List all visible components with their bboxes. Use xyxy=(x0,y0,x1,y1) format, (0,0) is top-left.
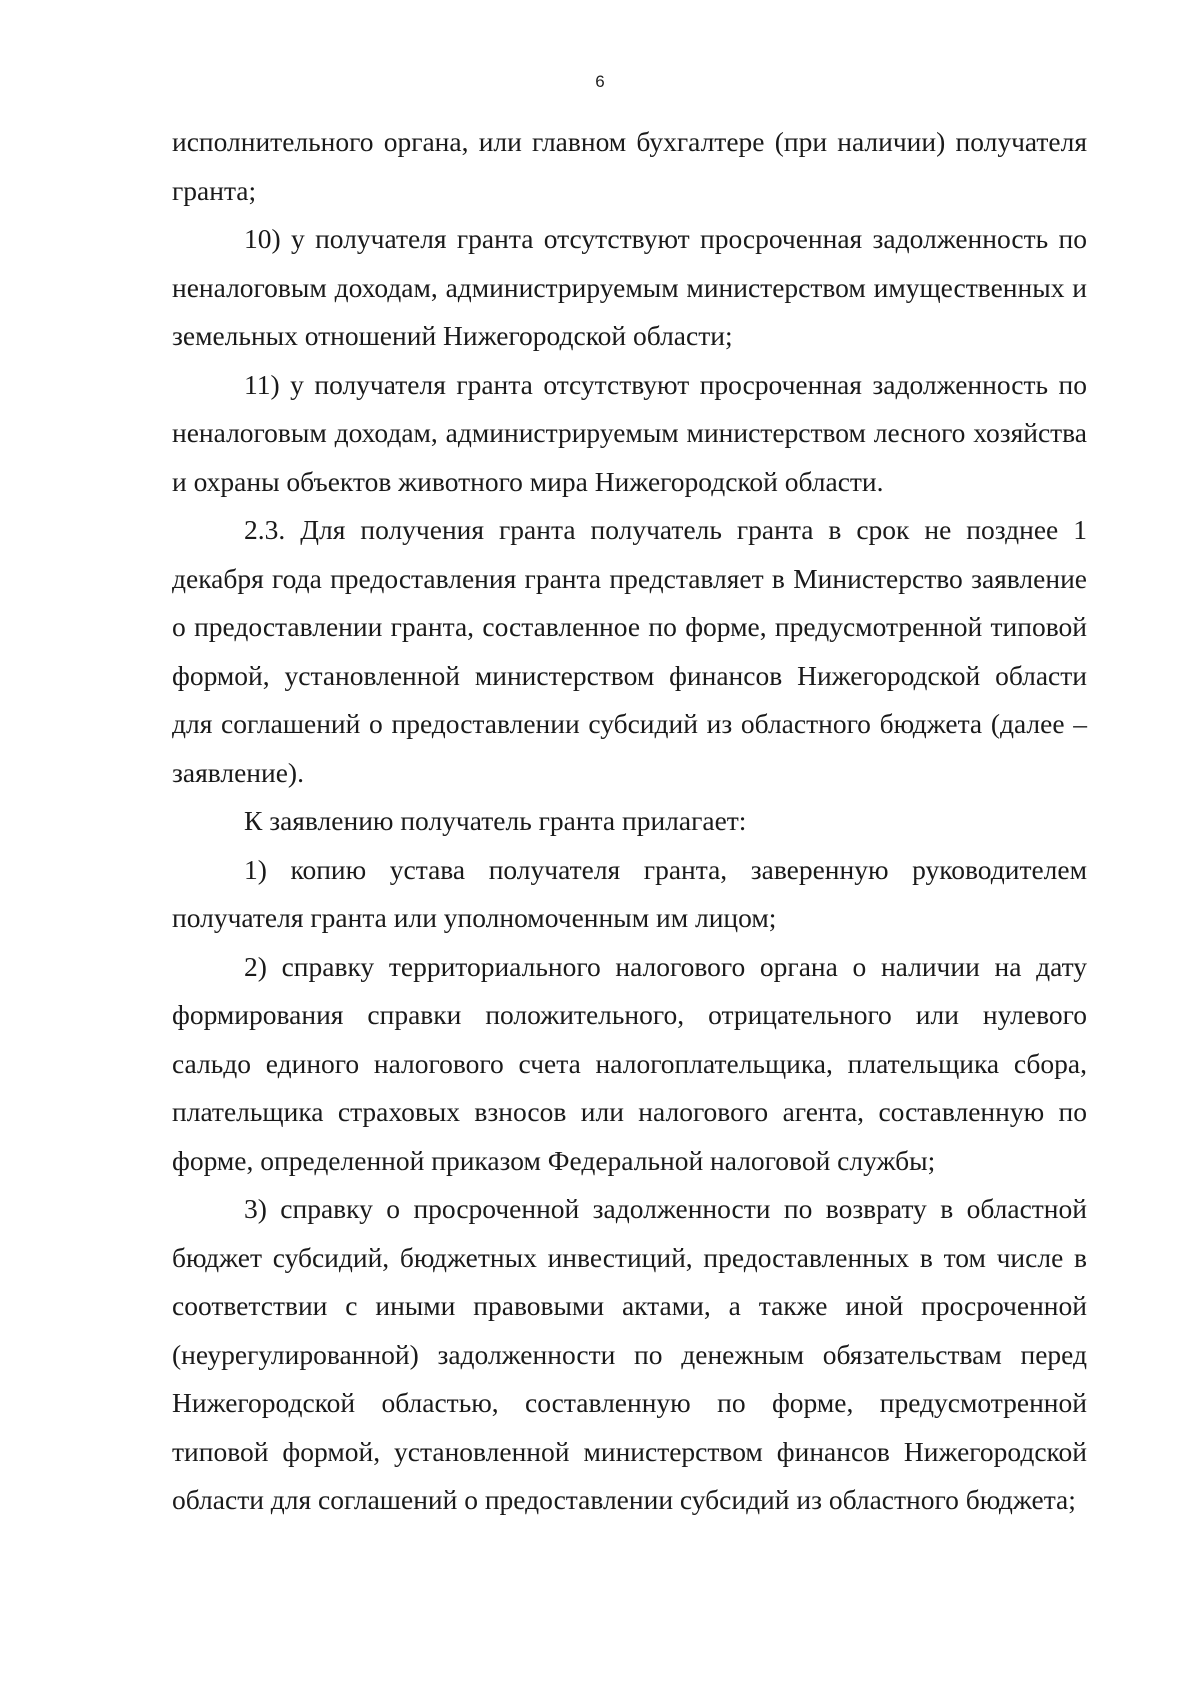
paragraph-section-2-3: 2.3. Для получения гранта получатель гранта в срок не позднее 1 декабря года предоставления гранта представляет в Министерство заявление о предоставлении гранта, составленное по форме, предусмотренной типовой формой, установленной министерством финансов Нижегородской области для соглашений о предоставлении субсидий из областного бюджета (далее – заявление). xyxy=(172,514,1087,788)
paragraph-attachment-2: 2) справку территориального налогового органа о наличии на дату формирования справки положительного, отрицательного или нулевого сальдо единого налогового счета налогоплательщика, плательщика сбора, плательщика страховых взносов или налогового агента, составленную по форме, определенной приказом Федеральной налоговой службы; xyxy=(172,950,1087,1176)
paragraph-item-11: 11) у получателя гранта отсутствуют просроченная задолженность по неналоговым доходам, администрируемым министерством лесного хозяйства и охраны объектов животного мира Нижегородской области. xyxy=(172,368,1087,497)
paragraph-continuation: исполнительного органа, или главном бухгалтере (при наличии) получателя гранта; xyxy=(172,126,1087,206)
document-body xyxy=(172,118,1087,1525)
paragraph-attachment-3: 3) справку о просроченной задолженности по возврату в областной бюджет субсидий, бюджетных инвестиций, предоставленных в том числе в соответствии с иными правовыми актами, а также иной просроченной (неурегулированной) задолженности по денежным обязательствам перед Нижегородской областью, составленную по форме, предусмотренной типовой формой, установленной министерством финансов Нижегородской области для соглашений о предоставлении субсидий из областного бюджета; xyxy=(172,1193,1087,1515)
paragraph-attachment-1: 1) копию устава получателя гранта, заверенную руководителем получателя гранта или уполномоченным им лицом; xyxy=(172,853,1087,933)
paragraph-attachments-intro: К заявлению получатель гранта прилагает: xyxy=(244,805,747,836)
page-number: 6 xyxy=(595,72,605,91)
paragraph-item-10: 10) у получателя гранта отсутствуют просроченная задолженность по неналоговым доходам, администрируемым министерством имущественных и земельных отношений Нижегородской области; xyxy=(172,223,1087,351)
